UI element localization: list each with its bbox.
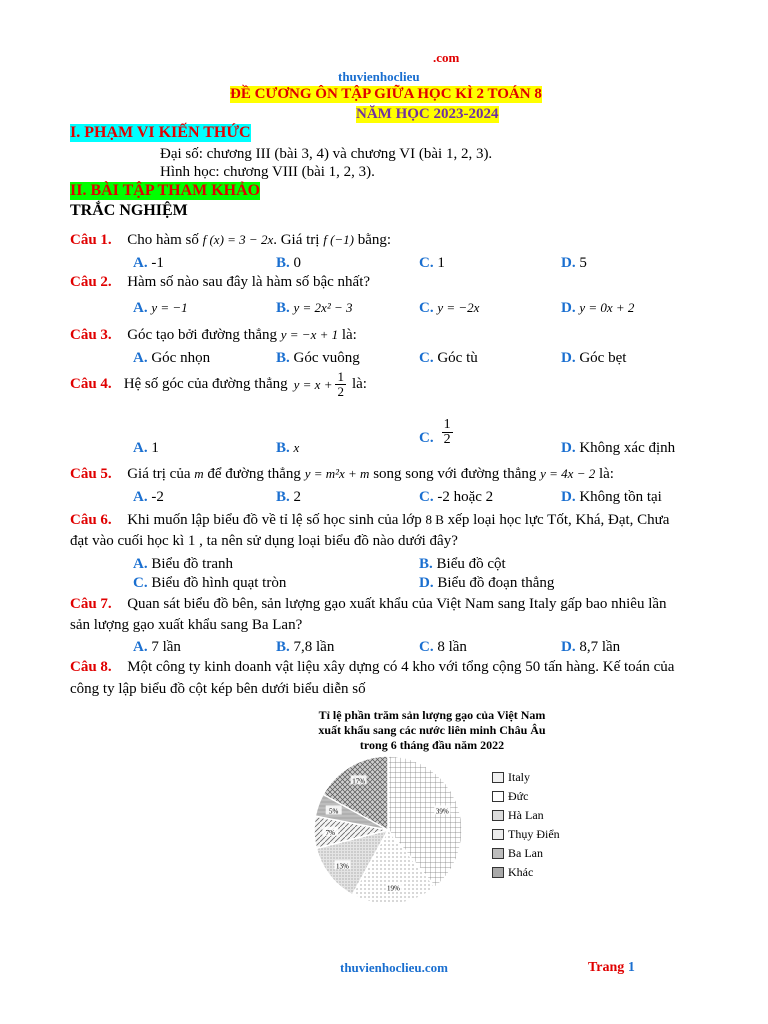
pie-data-label: 5% (329, 807, 339, 816)
q7-option-d: D. 8,7 lần (561, 639, 621, 655)
q3-option-d: D. Góc bẹt (561, 350, 627, 366)
q2-option-c: C. y = −2x (419, 300, 480, 316)
math-expression: f (x) = 3 − 2x (202, 232, 274, 247)
legend-swatch (492, 829, 504, 840)
footer-site: thuvienhoclieu.com (340, 960, 448, 975)
chart-title-line-3: trong 6 tháng đầu năm 2022 (359, 738, 505, 752)
question-8: Câu 8. Một công ty kinh doanh vật liệu xây dựng có 4 kho với tổng cộng 50 tấn hàng. Kế toán của (70, 659, 675, 675)
legend-item-thuy-dien: Thụy Điển (492, 825, 560, 844)
math-expression: f (−1) (323, 232, 355, 247)
q5-option-b: B. 2 (276, 489, 302, 505)
legend-item-duc: Đức (492, 787, 560, 806)
legend-swatch (492, 810, 504, 821)
q7-option-b: B. 7,8 lần (276, 639, 335, 655)
question-label: Câu 6. (70, 512, 112, 528)
q3-option-b: B. Góc vuông (276, 350, 360, 366)
q3-option-c: C. Góc tù (419, 350, 478, 366)
math-expression: y = x + (293, 376, 333, 392)
question-7-line-2: sản lượng gạo xuất khẩu sang Ba Lan? (70, 617, 303, 633)
scope-geometry: Hình học: chương VIII (bài 1, 2, 3). (160, 164, 375, 180)
question-label: Câu 7. (70, 596, 112, 612)
legend-swatch (492, 791, 504, 802)
q2-option-a: A. y = −1 (133, 300, 188, 316)
legend-item-ha-lan: Hà Lan (492, 806, 560, 825)
document-title: ĐỀ CƯƠNG ÔN TẬP GIỮA HỌC KÌ 2 TOÁN 8 (230, 86, 542, 102)
legend-swatch (492, 867, 504, 878)
q6-option-c: C. Biểu đồ hình quạt tròn (133, 575, 287, 591)
school-year: NĂM HỌC 2023-2024 (356, 106, 499, 122)
chart-title (297, 708, 567, 753)
pie-data-label: 39% (435, 807, 449, 816)
pie-data-label: 17% (352, 777, 366, 786)
q6-option-b: B. Biểu đồ cột (419, 556, 506, 572)
legend-item-ba-lan: Ba Lan (492, 844, 560, 863)
legend-swatch (492, 772, 504, 783)
legend-item-khac: Khác (492, 863, 560, 882)
math-expression: m (194, 466, 204, 481)
section-1-title: I. PHẠM VI KIẾN THỨC (70, 124, 251, 141)
q1-option-b: B. 0 (276, 255, 302, 271)
scope-algebra: Đại số: chương III (bài 3, 4) và chương VI (bài 1, 2, 3). (160, 146, 493, 162)
section-2-title: II. BÀI TẬP THAM KHẢO (70, 182, 261, 199)
question-label: Câu 1. (70, 232, 112, 248)
header-com: .com (433, 50, 460, 65)
question-8-line-2: công ty lập biểu đồ cột kép bên dưới biểu diễn số (70, 681, 366, 697)
q6-option-d: D. Biểu đồ đoạn thẳng (419, 575, 555, 591)
q2-option-b: B. y = 2x² − 3 (276, 300, 353, 316)
q7-option-a: A. 7 lần (133, 639, 181, 655)
q2-option-d: D. y = 0x + 2 (561, 300, 635, 316)
pie-chart (300, 752, 480, 912)
page-number: Trang 1 (588, 960, 635, 975)
q4-option-d: D. Không xác định (561, 440, 676, 456)
q6-option-a: A. Biểu đồ tranh (133, 556, 233, 572)
pie-data-label: 7% (325, 828, 335, 837)
q4-option-c: C. $\frac{1}{2}$ (419, 417, 451, 447)
question-7: Câu 7. Quan sát biểu đồ bên, sản lượng gạo xuất khẩu của Việt Nam sang Italy gấp bao nhiêu lần (70, 596, 667, 612)
q4-option-b: B. x (276, 440, 300, 456)
section-2-subtitle: TRẮC NGHIỆM (70, 202, 188, 219)
question-label: Câu 8. (70, 659, 112, 675)
question-6-line-2: đạt vào cuối học kì 1 , ta nên sử dụng loại biểu đồ nào dưới đây? (70, 533, 458, 549)
legend-item-italy: Italy (492, 768, 560, 787)
header-site: thuvienhoclieu (338, 69, 420, 84)
question-label: Câu 2. (70, 274, 112, 290)
q1-option-a: A. -1 (133, 255, 164, 271)
chart-legend (492, 768, 560, 882)
q5-option-c: C. -2 hoặc 2 (419, 489, 494, 505)
chart-title-line-2: xuất khẩu sang các nước liên minh Châu Âu (318, 723, 546, 737)
question-3: Câu 3. Góc tạo bởi đường thẳng y = −x + 1 là: (70, 327, 357, 343)
q1-option-d: D. 5 (561, 255, 587, 271)
pie-data-label: 19% (387, 884, 400, 893)
question-5: Câu 5. Giá trị của m để đường thẳng y = m²x + m song song với đường thẳng y = 4x − 2 là: (70, 466, 614, 482)
q5-option-d: D. Không tồn tại (561, 489, 662, 505)
q3-option-a: A. Góc nhọn (133, 350, 211, 366)
question-label: Câu 5. (70, 466, 112, 482)
pie-data-label: 13% (335, 862, 349, 871)
q4-option-a: A. 1 (133, 440, 159, 456)
math-expression: y = −x + 1 (280, 327, 339, 342)
question-4: Câu 4. Hệ số góc của đường thẳng y = x + $\frac{1}{2}$ là: (70, 369, 367, 399)
question-2: Câu 2. Hàm số nào sau đây là hàm số bậc nhất? (70, 274, 371, 290)
fraction: $\frac{1}{2}$ (337, 369, 344, 399)
question-6: Câu 6. Khi muốn lập biểu đồ về tỉ lệ số học sinh của lớp 8 B xếp loại học lực Tốt, Khá, Đạt, Chưa (70, 512, 670, 528)
question-1: Câu 1. Cho hàm số f (x) = 3 − 2x. Giá trị f (−1) bằng: (70, 232, 392, 248)
question-label: Câu 3. (70, 327, 112, 343)
chart-title-line-1: Tỉ lệ phần trăm sản lượng gạo của Việt Nam (318, 708, 546, 722)
q7-option-c: C. 8 lần (419, 639, 467, 655)
question-label: Câu 4. (70, 376, 112, 392)
math-expression: 8 B (425, 512, 444, 527)
q5-option-a: A. -2 (133, 489, 164, 505)
q1-option-c: C. 1 (419, 255, 445, 271)
math-expression: y = m²x + m (304, 466, 370, 481)
fraction: $\frac{1}{2}$ (443, 417, 451, 447)
legend-swatch (492, 848, 504, 859)
math-expression: y = 4x − 2 (540, 466, 596, 481)
